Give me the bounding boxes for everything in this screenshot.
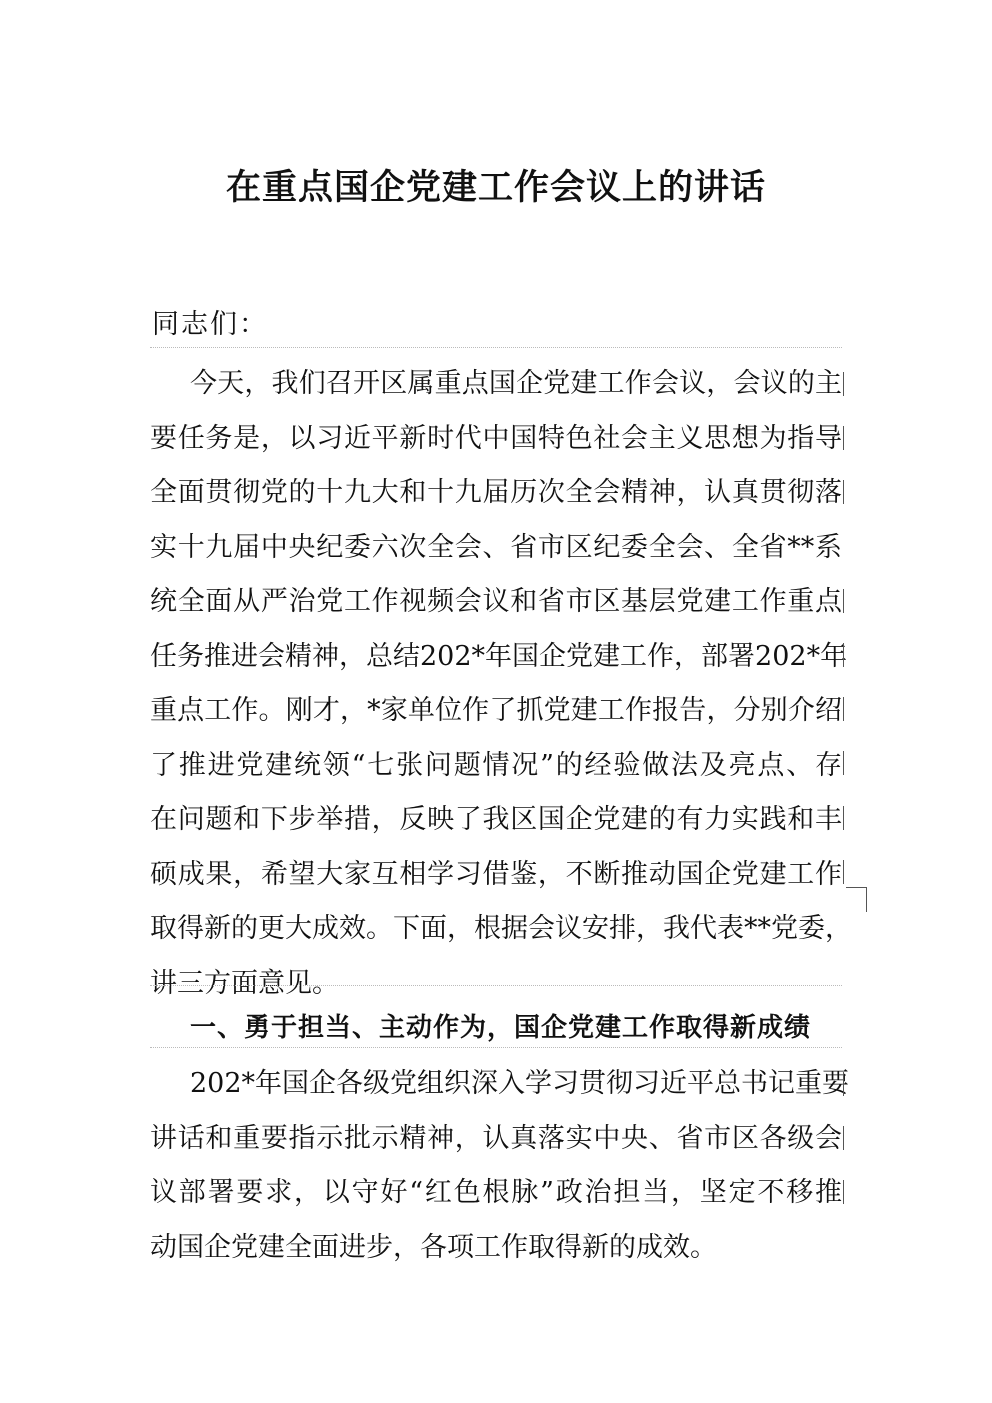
margin-mark: [843, 860, 844, 884]
paragraph-line: 今天，我们召开区属重点国企党建工作会议，会议的主: [190, 368, 842, 399]
document-title: 在重点国企党建工作会议上的讲话: [225, 168, 766, 208]
margin-mark: [843, 643, 844, 667]
margin-mark: [843, 426, 844, 450]
margin-mark: [843, 589, 844, 613]
paragraph-line: 全面贯彻党的十九大和十九届历次全会精神，认真贯彻落: [150, 477, 842, 508]
paragraph-separator: [150, 1047, 842, 1048]
salutation: 同志们：: [152, 309, 268, 340]
paragraph-line: 实十九届中央纪委六次全会、省市区纪委全会、全省**系: [150, 531, 842, 563]
paragraph-line: 202*年国企各级党组织深入学习贯彻习近平总书记重要: [190, 1068, 850, 1099]
paragraph-line: 讲三方面意见。: [150, 967, 339, 999]
margin-mark: [843, 1072, 844, 1096]
paragraph-line: 讲话和重要指示批示精神，认真落实中央、省市区各级会: [150, 1122, 842, 1154]
paragraph-line: 动国企党建全面进步，各项工作取得新的成效。: [150, 1231, 717, 1263]
paragraph-separator: [150, 985, 842, 986]
margin-mark: [843, 1126, 844, 1150]
paragraph-1: [150, 357, 852, 1011]
margin-mark: [843, 751, 844, 775]
paragraph-line: 硕成果，希望大家互相学习借鉴，不断推动国企党建工作: [150, 858, 842, 890]
paragraph-line: 统全面从严治党工作视频会议和省市区基层党建工作重点: [150, 586, 842, 617]
margin-mark: [843, 1180, 844, 1204]
paragraph-line: 了推进党建统领“七张问题情况”的经验做法及亮点、存: [150, 749, 842, 781]
paragraph-line: 在问题和下步举措，反映了我区国企党建的有力实践和丰: [150, 804, 842, 835]
paragraph-2: [150, 1057, 850, 1275]
paragraph-line: 任务推进会精神，总结202*年国企党建工作，部署202*年: [150, 640, 848, 672]
section-heading: 一、勇于担当、主动作为，国企党建工作取得新成绩: [190, 1013, 812, 1043]
paragraph-line: 要任务是，以习近平新时代中国特色社会主义思想为指导: [150, 422, 842, 454]
paragraph-separator: [150, 347, 842, 348]
margin-corner-mark: [846, 887, 867, 912]
margin-mark: [843, 480, 844, 504]
paragraph-line: 重点工作。刚才，*家单位作了抓党建工作报告，分别介绍: [150, 695, 842, 726]
margin-mark: [843, 697, 844, 721]
margin-mark: [843, 806, 844, 830]
paragraph-line: 取得新的更大成效。下面，根据会议安排，我代表**党委，: [150, 913, 852, 944]
paragraph-line: 议部署要求，以守好“红色根脉”政治担当，坚定不移推: [150, 1177, 842, 1208]
margin-mark: [843, 372, 844, 396]
